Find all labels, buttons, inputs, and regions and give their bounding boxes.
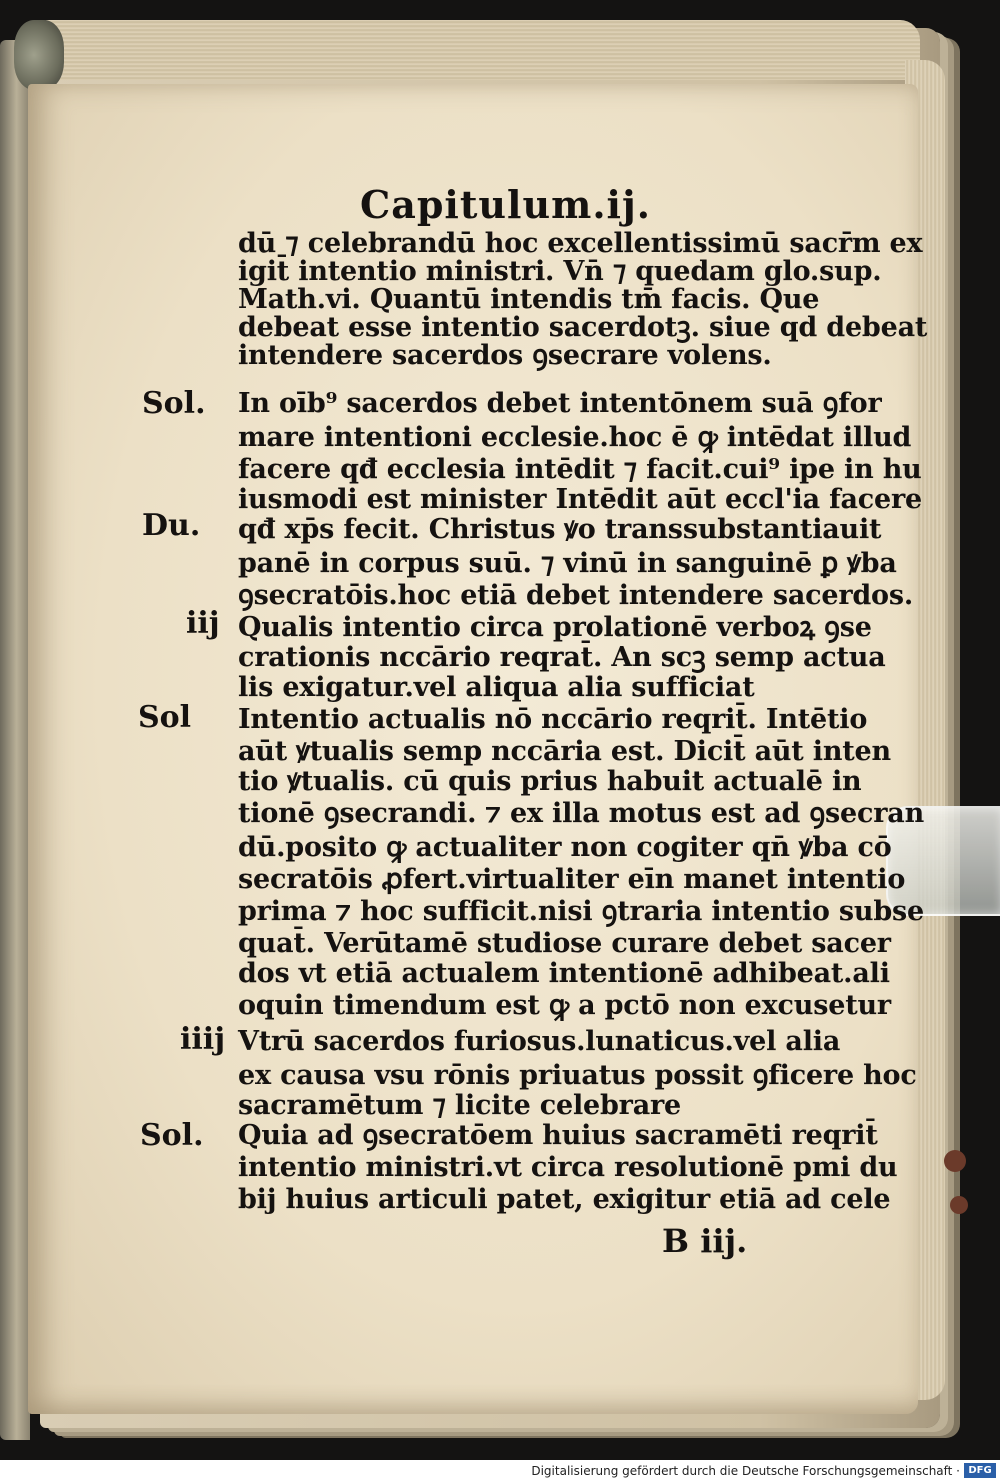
text-line: oquin timendum est ꝙ a pctō non excusetur <box>238 990 891 1021</box>
text-line: Math.vi. Quantū intendis tm̄ facis. Que <box>238 284 820 315</box>
margin-note-sol: Sol. <box>142 386 206 421</box>
text-line: iusmodi est minister Intēdit aūt eccl'ia facere <box>238 484 923 515</box>
margin-note-sol: Sol. <box>140 1118 204 1153</box>
text-line: qđ xp̄s fecit. Christus ꝟo transsubstantiauit <box>238 514 882 545</box>
text-line: tio ꝟtualis. cū quis prius habuit actualē in <box>238 766 862 797</box>
margin-note-iiij: iiij <box>180 1022 226 1057</box>
margin-note-du: Du. <box>142 508 201 543</box>
margin-note-sol: Sol <box>138 700 192 735</box>
dfg-logo: DFG <box>964 1463 996 1478</box>
text-line: bij huius articuli patet, exigitur etiā ad cele <box>238 1184 891 1215</box>
text-line: Qualis intentio circa prolationē verboꝝ ꝯse <box>238 612 872 643</box>
chapter-heading: Capitulum.ij. <box>360 182 651 227</box>
signature-mark: B iij. <box>662 1222 748 1260</box>
text-line: ex causa vsu rōnis priuatus possit ꝯficere hoc <box>238 1060 917 1091</box>
text-line: lis exigatur.vel aliqua alia sufficiat <box>238 672 755 703</box>
text-line: debeat esse intentio sacerdotꝫ. siue qd debeat <box>238 312 928 343</box>
text-line: dū ⁊ celebrandū hoc excellentissimū sacr̄m ex <box>238 228 923 259</box>
text-line: Vtrū sacerdos furiosus.lunaticus.vel alia <box>238 1026 841 1057</box>
text-line: mare intentioni ecclesie.hoc ē ꝙ intēdat illud <box>238 422 912 453</box>
text-line: crationis nccārio reqrat̄. An scꝫ semp actua <box>238 642 886 673</box>
text-line: prima ⁊ hoc sufficit.nisi ꝯtraria intentio subse <box>238 896 924 927</box>
text-line: facere qđ ecclesia intēdit ⁊ facit.cui⁹ ipe in hu <box>238 454 922 485</box>
text-line: In oīb⁹ sacerdos debet intentōnem suā ꝯfor <box>238 388 882 419</box>
text-line: intendere sacerdos ꝯsecrare volens. <box>238 340 772 371</box>
text-line: quat̄. Verūtamē studiose curare debet sacer <box>238 928 891 959</box>
footer-bar <box>0 1460 1000 1482</box>
text-line: dū.posito ꝙ actualiter non cogiter qn̄ ꝟba cō <box>238 832 892 863</box>
text-line: Intentio actualis nō nccārio reqrit̄. Intētio <box>238 704 868 735</box>
funding-credit: Digitalisierung gefördert durch die Deutsche Forschungsgemeinschaft · <box>531 1464 960 1478</box>
text-line: igit̄ intentio ministri. Vn̄ ⁊ quedam glo.sup. <box>238 256 882 287</box>
text-line: sacramētum ⁊ licite celebrare <box>238 1090 682 1121</box>
text-line: intentio ministri.vt circa resolutionē pmi du <box>238 1152 898 1183</box>
text-line: ꝯsecratōis.hoc etiā debet intendere sacerdos. <box>238 580 914 611</box>
margin-note-iij: iij <box>186 606 220 641</box>
text-line: aūt ꝟtualis semp nccāria est. Dicit̄ aūt inten <box>238 736 891 767</box>
text-line: dos vt etiā actualem intentionē adhibeat.ali <box>238 958 890 989</box>
text-line: tionē ꝯsecrandi. ⁊ ex illa motus est ad ꝯsecran <box>238 798 925 829</box>
text-line: panē in corpus suū. ⁊ vinū in sanguinē ꝑ ꝟba <box>238 548 897 579</box>
text-line: Quia ad ꝯsecratōem huius sacramēti reqrit̄ <box>238 1120 878 1151</box>
text-line: secratōis ꝓfert.virtualiter eīn manet intentio <box>238 864 906 895</box>
